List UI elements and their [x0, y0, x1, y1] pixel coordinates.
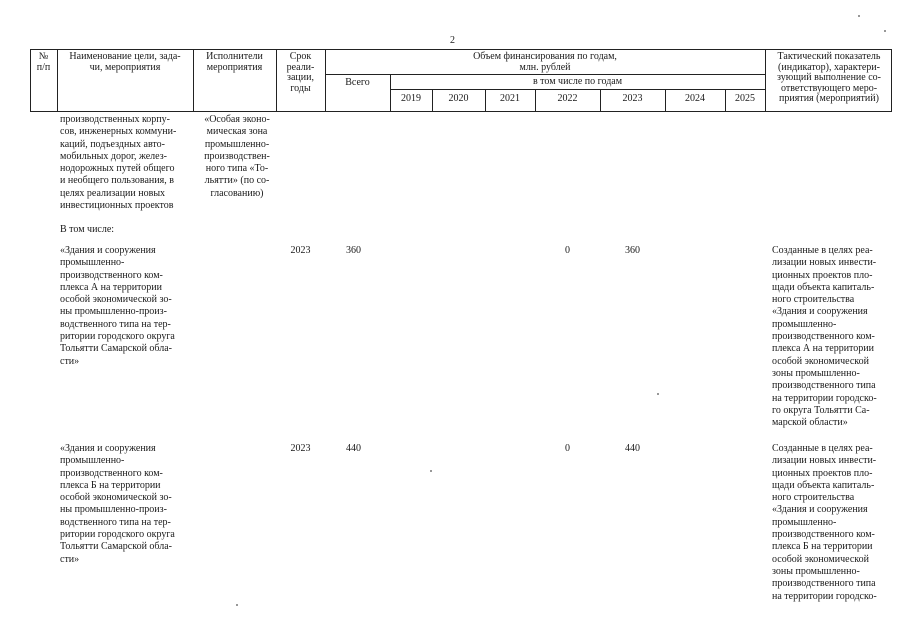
total-value: 440	[346, 443, 361, 454]
header-total: Всего	[345, 77, 370, 88]
header-year-2021: 2021	[500, 93, 520, 104]
header-number: № п/п	[36, 51, 51, 73]
term: 2023	[290, 245, 311, 256]
header-year-2022: 2022	[557, 93, 578, 104]
scan-speck	[884, 30, 886, 32]
total-value: 360	[346, 245, 361, 256]
header-year-2019: 2019	[401, 93, 421, 104]
year-2022-value: 0	[565, 245, 570, 256]
header-executor: Исполнители мероприятия	[206, 51, 263, 73]
continued-executor: «Особая эконо- мическая зона промышленно- производствен- ного типа «То- льятти» (по со- гласованию)	[204, 114, 270, 199]
header-name: Наименование цели, зада- чи, мероприятия	[69, 51, 181, 73]
header-year-2025: 2025	[735, 93, 755, 104]
header-including: в том числе по годам	[532, 76, 623, 87]
header-year-2020: 2020	[448, 93, 469, 104]
indicator-text: Созданные в целях реа- лизации новых инвести- ционных проектов пло- щади объекта капиталь- ного строительства «Здания и сооружения промышленно- производственного ком- плекса А на территории особой экономической зоны промышленно- производственного типа на территории городско- го округа Тольятти Са- марской области»	[772, 245, 877, 429]
page-number: 2	[450, 35, 455, 46]
scan-speck	[858, 15, 860, 17]
indicator-text: Созданные в целях реа- лизации новых инвести- ционных проектов пло- щади объекта капиталь- ного строительства «Здания и сооружения промышленно- производственного ком- плекса Б на территории особой экономической зоны промышленно- производственного типа на территории городско-	[772, 443, 877, 602]
scan-speck	[430, 470, 432, 472]
activity-name: «Здания и сооружения промышленно- производственного ком- плекса А на территории особой экономической зо- ны промышленно-произ- водственного типа на тер- ритории городского округа Тольятти Самарской обла- сти»	[60, 245, 175, 367]
continued-activity-name: производственных корпу- сов, инженерных коммуни- каций, подъездных авто- мобильных дорог, желез- нодорожных путей общего и необщего пользования, в целях реализации новых инвестиционных проектов	[60, 114, 177, 212]
header-year-2024: 2024	[685, 93, 705, 104]
scan-speck	[657, 393, 659, 395]
header-indicator: Тактический показатель (индикатор), характери- зующий выполнение со- ответствующего меро- приятия (мероприятий)	[777, 51, 881, 104]
year-2022-value: 0	[565, 443, 570, 454]
activity-name: «Здания и сооружения промышленно- производственного ком- плекса Б на территории особой экономической зо- ны промышленно-произ- водственного типа на тер- ритории городского округа Тольятти Самарской обла- сти»	[60, 443, 175, 565]
year-2023-value: 360	[625, 245, 640, 256]
term: 2023	[290, 443, 311, 454]
scan-speck	[236, 604, 238, 606]
header-year-2023: 2023	[622, 93, 643, 104]
including-label: В том числе:	[60, 224, 115, 235]
year-2023-value: 440	[625, 443, 640, 454]
header-financing: Объем финансирования по годам, млн. рублей	[473, 51, 617, 73]
header-term: Срок реали- зации, годы	[286, 51, 315, 94]
